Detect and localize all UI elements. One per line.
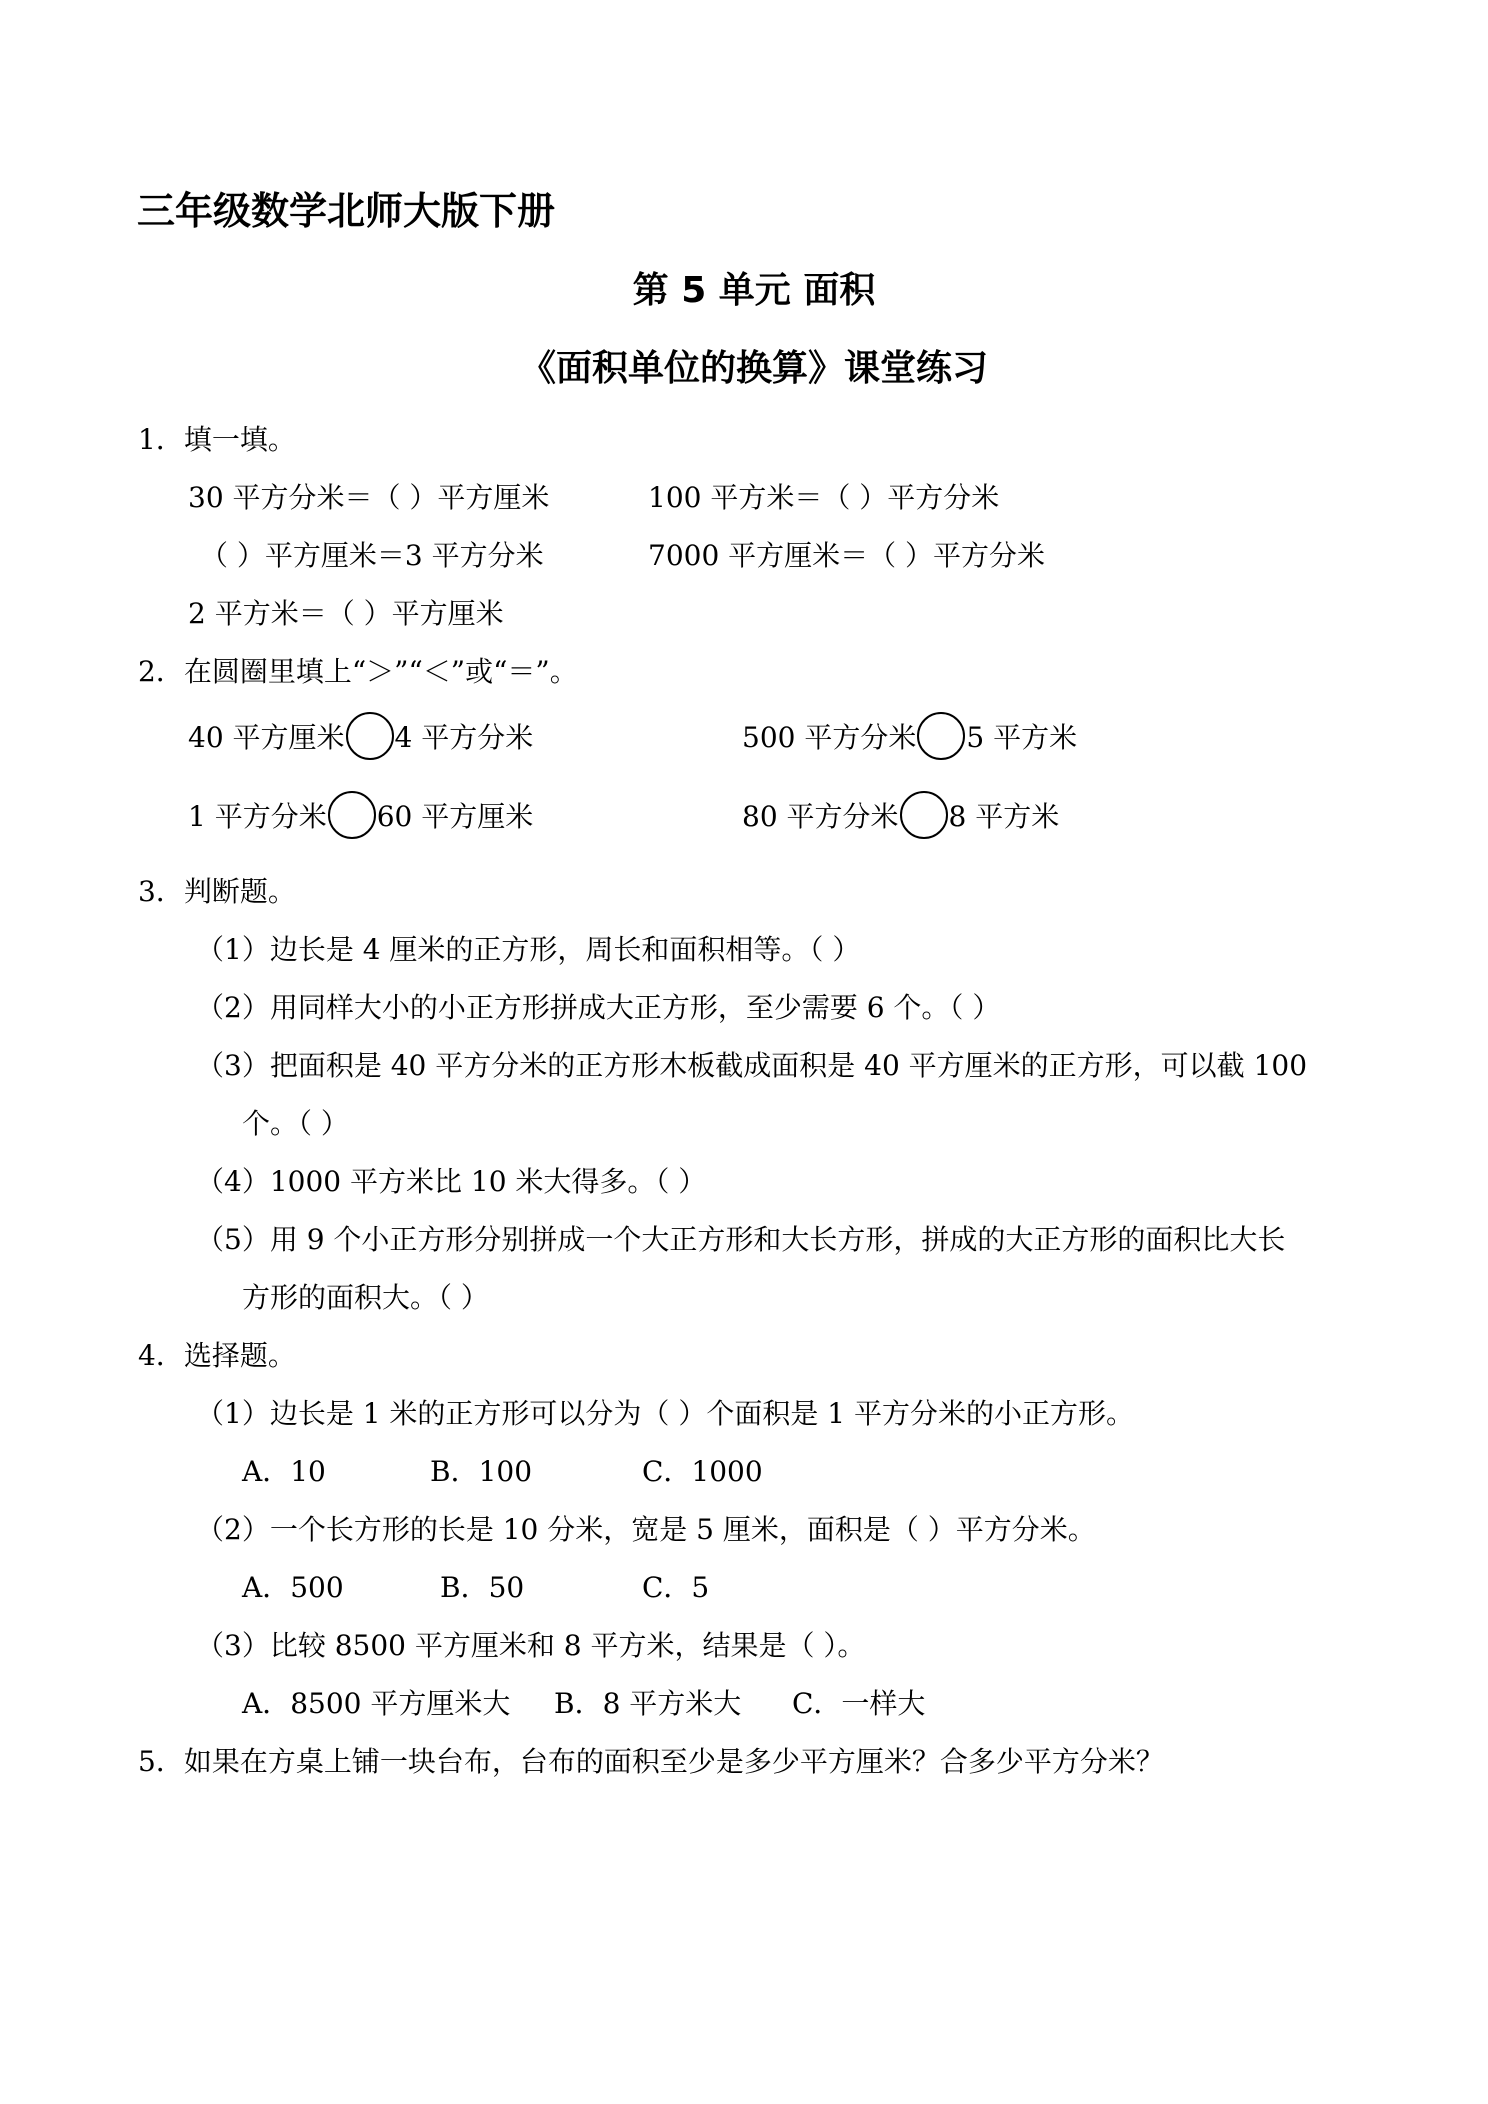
compare-right: 5 平方米: [966, 721, 1078, 754]
q3-item-5-line-1: （5）用 9 个小正方形分别拼成一个大正方形和大长方形，拼成的大正方形的面积比大长: [196, 1223, 1286, 1256]
q3-item-5-line-2: 方形的面积大。（ ）: [242, 1281, 489, 1314]
compare-item-3: [188, 791, 533, 839]
compare-circle: [900, 791, 948, 839]
compare-circle: [346, 712, 394, 760]
compare-item-1: [188, 712, 533, 760]
compare-circle: [328, 791, 376, 839]
q1-blank-4: 7000 平方厘米＝（ ）平方分米: [648, 539, 1046, 572]
q3-item-3-line-1: （3）把面积是 40 平方分米的正方形木板截成面积是 40 平方厘米的正方形，可以截 100: [196, 1049, 1308, 1082]
compare-left: 80 平方分米: [742, 800, 899, 833]
q1-stem: 1．填一填。: [138, 423, 296, 456]
q4-sub-2-option-a: A．500: [242, 1571, 344, 1604]
q4-sub-3-option-b: B．8 平方米大: [554, 1687, 742, 1720]
q4-sub-2: （2）一个长方形的长是 10 分米，宽是 5 厘米，面积是（ ）平方分米。: [196, 1513, 1096, 1546]
q4-sub-2-option-c: C．5: [642, 1571, 710, 1604]
q4-sub-3-option-c: C．一样大: [792, 1687, 926, 1720]
q3-item-1: （1）边长是 4 厘米的正方形，周长和面积相等。（ ）: [196, 933, 861, 966]
q3-item-4: （4）1000 平方米比 10 米大得多。（ ）: [196, 1165, 707, 1198]
q4-sub-2-option-b: B．50: [440, 1571, 525, 1604]
compare-right: 4 平方分米: [394, 721, 534, 754]
q5-stem: 5．如果在方桌上铺一块台布，台布的面积至少是多少平方厘米？合多少平方分米？: [138, 1745, 1164, 1778]
compare-item-2: [742, 712, 1077, 760]
worksheet-title: 《面积单位的换算》课堂练习: [519, 348, 988, 389]
q3-item-3-line-2: 个。（ ）: [242, 1107, 349, 1140]
q1-blank-1: 30 平方分米＝（ ）平方厘米: [188, 481, 550, 514]
q4-sub-3: （3）比较 8500 平方厘米和 8 平方米，结果是（ ）。: [196, 1629, 866, 1662]
compare-left: 40 平方厘米: [188, 721, 345, 754]
compare-right: 60 平方厘米: [376, 800, 534, 833]
compare-item-4: [742, 791, 1059, 839]
compare-left: 1 平方分米: [188, 800, 327, 833]
q1-blank-2: 100 平方米＝（ ）平方分米: [648, 481, 1000, 514]
q4-sub-1-option-c: C．1000: [642, 1455, 763, 1488]
unit-heading: 第 5 单元 面积: [632, 270, 876, 311]
q3-stem: 3．判断题。: [138, 875, 296, 908]
grade-heading: 三年级数学北师大版下册: [137, 189, 556, 233]
q4-stem: 4．选择题。: [138, 1339, 296, 1372]
q4-sub-1: （1）边长是 1 米的正方形可以分为（ ）个面积是 1 平方分米的小正方形。: [196, 1397, 1134, 1430]
q3-item-2: （2）用同样大小的小正方形拼成大正方形，至少需要 6 个。（ ）: [196, 991, 1001, 1024]
q4-sub-1-option-a: A．10: [242, 1455, 326, 1488]
q2-stem: 2．在圆圈里填上“＞”“＜”或“＝”。: [138, 655, 578, 688]
q1-blank-5: 2 平方米＝（ ）平方厘米: [188, 597, 504, 630]
compare-left: 500 平方分米: [742, 721, 917, 754]
q4-sub-1-option-b: B．100: [430, 1455, 533, 1488]
q4-sub-3-option-a: A．8500 平方厘米大: [242, 1687, 511, 1720]
compare-right: 8 平方米: [948, 800, 1060, 833]
q1-blank-3: （ ）平方厘米＝3 平方分米: [200, 539, 544, 572]
compare-circle: [917, 712, 965, 760]
